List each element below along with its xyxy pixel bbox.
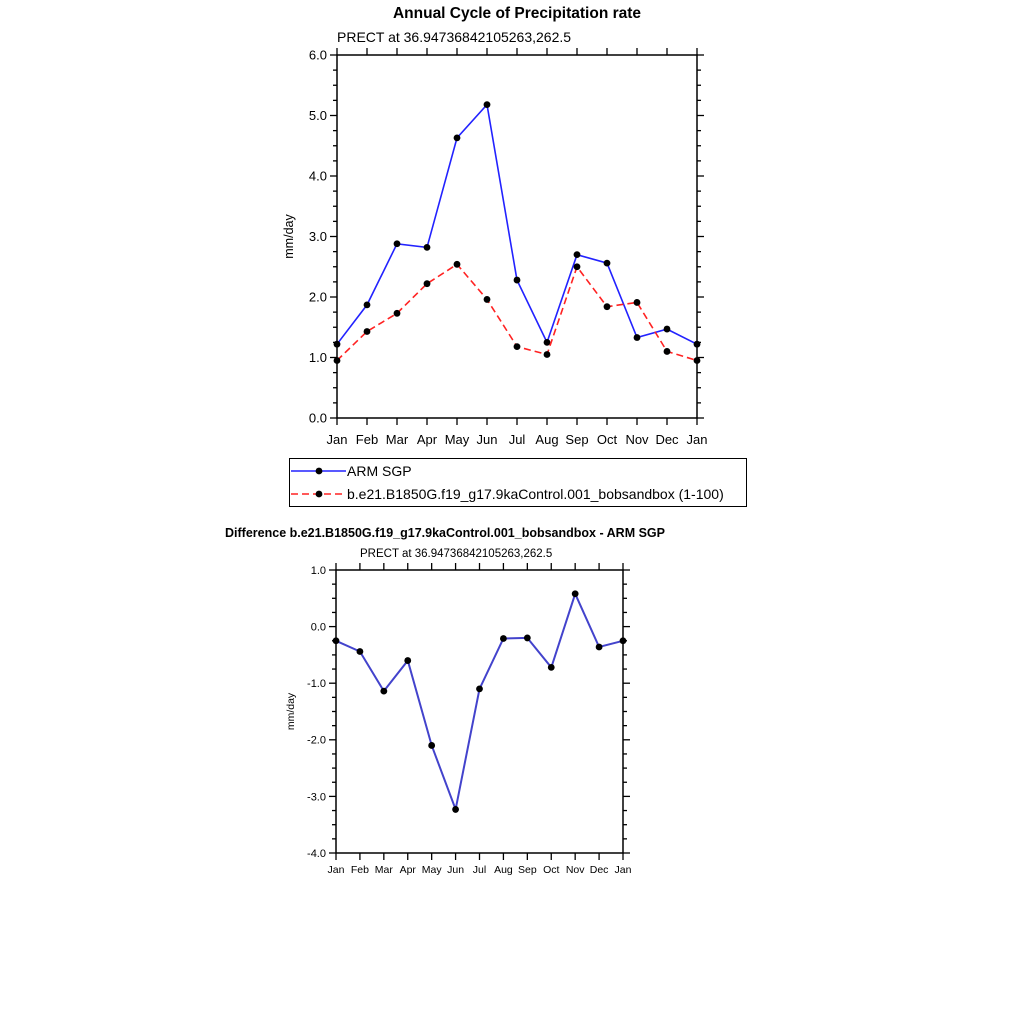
x-tick-label: Nov: [625, 432, 649, 447]
data-point-Mar: [394, 310, 401, 317]
data-point-Jun: [452, 806, 459, 813]
data-point-Jul: [476, 685, 483, 692]
data-point-Nov: [572, 590, 579, 597]
x-tick-label: Oct: [543, 864, 560, 876]
data-point-Nov: [634, 334, 641, 341]
data-point-Jan: [334, 341, 341, 348]
tick-labels: [285, 565, 632, 876]
data-point-Oct: [604, 303, 611, 310]
top-chart: [270, 40, 750, 460]
data-point-May: [454, 134, 461, 141]
x-tick-label: Mar: [374, 864, 393, 876]
x-tick-label: Apr: [416, 432, 438, 447]
y-tick-label: 0.0: [310, 621, 326, 634]
x-tick-label: Feb: [355, 432, 379, 447]
data-point-Dec: [664, 326, 671, 333]
x-tick-label: Dec: [589, 864, 609, 876]
x-tick-label: Jan: [614, 864, 632, 876]
x-tick-label: Jan: [326, 432, 348, 447]
y-axis-label: mm/day: [282, 214, 296, 259]
diff-chart-title: Difference b.e21.B1850G.f19_g17.9kaControl.001_bobsandbox - ARM SGP: [225, 526, 665, 540]
data-point-Apr: [424, 280, 431, 287]
tick-labels: [282, 48, 707, 447]
y-tick-label: 6.0: [308, 47, 327, 63]
y-tick-label: 1.0: [310, 564, 326, 577]
series-0: [333, 590, 627, 812]
data-point-Nov: [634, 299, 641, 306]
series-0: [334, 101, 701, 347]
legend-label: ARM SGP: [347, 463, 412, 479]
tick-marks: [329, 563, 630, 860]
y-tick-label: 2.0: [308, 289, 327, 305]
x-tick-label: Jul: [508, 432, 526, 447]
data-point-Apr: [424, 244, 431, 251]
legend: [289, 458, 747, 507]
data-point-Feb: [364, 328, 371, 335]
x-tick-label: Jan: [327, 864, 345, 876]
tick-marks: [330, 48, 704, 425]
y-tick-label: 0.0: [308, 410, 327, 426]
legend-label: b.e21.B1850G.f19_g17.9kaControl.001_bobsandbox (1-100): [347, 486, 724, 502]
data-point-Jul: [514, 343, 521, 350]
data-point-Apr: [404, 657, 411, 664]
x-tick-label: May: [444, 432, 470, 447]
data-point-Feb: [364, 301, 371, 308]
top-chart-title: Annual Cycle of Precipitation rate: [392, 5, 642, 22]
data-point-Jan: [620, 637, 627, 644]
data-point-Mar: [394, 240, 401, 247]
series-line: [337, 105, 697, 345]
data-point-Jun: [484, 296, 491, 303]
data-point-Oct: [548, 664, 555, 671]
data-point-Sep: [574, 263, 581, 270]
x-tick-label: Jun: [476, 432, 498, 447]
x-tick-label: Feb: [350, 864, 369, 876]
series-line: [336, 594, 623, 810]
data-point-Jan: [334, 357, 341, 364]
data-point-Dec: [596, 644, 603, 651]
x-tick-label: Oct: [596, 432, 618, 447]
data-point-Jul: [514, 277, 521, 284]
x-tick-label: May: [421, 864, 442, 876]
data-point-Aug: [544, 351, 551, 358]
diff-chart: [270, 558, 670, 893]
x-tick-label: Nov: [565, 864, 585, 876]
x-tick-label: Jun: [447, 864, 465, 876]
y-tick-label: -4.0: [307, 847, 326, 860]
data-point-Sep: [574, 251, 581, 258]
x-tick-label: Sep: [565, 432, 589, 447]
diff-chart-subtitle: PRECT at 36.94736842105263,262.5: [360, 548, 553, 560]
data-point-Jan: [694, 357, 701, 364]
axes: [336, 570, 623, 853]
data-point-May: [454, 261, 461, 268]
x-tick-label: Aug: [535, 432, 559, 447]
legend-sample-solid-line-icon: [290, 460, 347, 482]
x-tick-label: Mar: [385, 432, 409, 447]
legend-item-arm-sgp: [290, 460, 746, 483]
top-chart-subtitle: PRECT at 36.94736842105263,262.5: [337, 29, 572, 45]
axes: [337, 55, 697, 418]
y-tick-label: 4.0: [308, 168, 327, 184]
data-point-Jun: [484, 101, 491, 108]
x-tick-label: Sep: [517, 864, 537, 876]
legend-sample-dashed-line-icon: [290, 483, 347, 505]
y-tick-label: 5.0: [308, 108, 327, 124]
data-point-Feb: [357, 648, 364, 655]
y-tick-label: -3.0: [307, 791, 326, 804]
legend-item-model: [290, 483, 746, 506]
data-point-Oct: [604, 260, 611, 267]
data-point-Sep: [524, 635, 531, 642]
data-point-May: [428, 742, 435, 749]
y-tick-label: -1.0: [307, 678, 326, 691]
x-tick-label: Jul: [472, 864, 487, 876]
data-point-Jan: [333, 637, 340, 644]
y-tick-label: -2.0: [307, 734, 326, 747]
x-tick-label: Apr: [399, 864, 416, 876]
data-point-Aug: [544, 339, 551, 346]
data-point-Dec: [664, 348, 671, 355]
y-tick-label: 3.0: [308, 229, 327, 245]
x-tick-label: Aug: [494, 864, 513, 876]
data-point-Aug: [500, 635, 507, 642]
y-axis-label: mm/day: [285, 692, 297, 731]
y-tick-label: 1.0: [308, 350, 327, 366]
x-tick-label: Jan: [686, 432, 708, 447]
x-tick-label: Dec: [655, 432, 679, 447]
data-point-Jan: [694, 341, 701, 348]
data-point-Mar: [380, 688, 387, 695]
